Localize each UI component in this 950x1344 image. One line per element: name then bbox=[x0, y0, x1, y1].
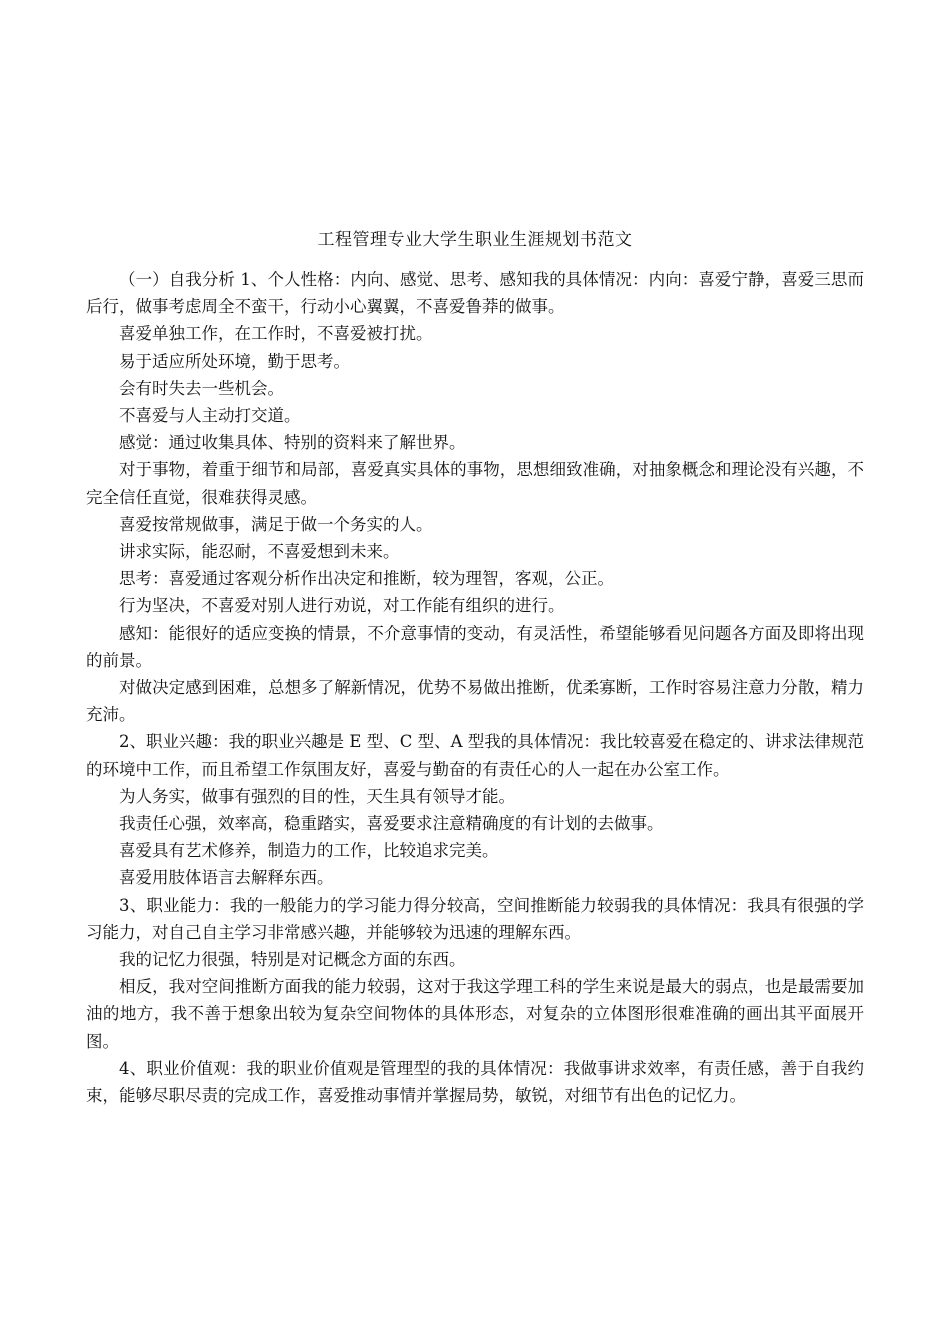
paragraph: 相反，我对空间推断方面我的能力较弱，这对于我这学理工科的学生来说是最大的弱点，也是最需要加油的地方，我不善于想象出较为复杂空间物体的具体形态，对复杂的立体图形很难准确的画出其平面展开图。 bbox=[86, 977, 864, 1051]
paragraph: 行为坚决，不喜爱对别人进行劝说，对工作能有组织的进行。 bbox=[119, 596, 565, 616]
paragraph: 不喜爱与人主动打交道。 bbox=[119, 406, 301, 426]
paragraph: 为人务实，做事有强烈的目的性，天生具有领导才能。 bbox=[119, 786, 515, 806]
document-title: 工程管理专业大学生职业生涯规划书范文 bbox=[317, 230, 633, 250]
paragraph: 对做决定感到困难，总想多了解新情况，优势不易做出推断，优柔寡断，工作时容易注意力分散，精力充沛。 bbox=[86, 678, 864, 725]
paragraph: 思考：喜爱通过客观分析作出决定和推断，较为理智，客观，公正。 bbox=[119, 569, 614, 589]
document-body bbox=[86, 266, 864, 1109]
paragraph: 我的记忆力很强，特别是对记概念方面的东西。 bbox=[119, 950, 466, 970]
paragraph: 我责任心强，效率高，稳重踏实，喜爱要求注意精确度的有计划的去做事。 bbox=[119, 814, 664, 834]
paragraph: 感知：能很好的适应变换的情景，不介意事情的变动，有灵活性，希望能够看见问题各方面及即将出现的前景。 bbox=[86, 623, 864, 670]
paragraph: （一）自我分析 1、个人性格：内向、感觉、思考、感知我的具体情况：内向：喜爱宁静，喜爱三思而后行，做事考虑周全不蛮干，行动小心翼翼，不喜爱鲁莽的做事。 bbox=[86, 270, 864, 317]
paragraph: 感觉：通过收集具体、特别的资料来了解世界。 bbox=[119, 433, 466, 453]
paragraph: 4、职业价值观：我的职业价值观是管理型的我的具体情况：我做事讲求效率，有责任感，善于自我约束，能够尽职尽责的完成工作，喜爱推动事情并掌握局势，敏锐，对细节有出色的记忆力。 bbox=[86, 1058, 864, 1106]
paragraph: 喜爱单独工作，在工作时，不喜爱被打扰。 bbox=[119, 324, 433, 344]
paragraph: 易于适应所处环境，勤于思考。 bbox=[119, 351, 350, 371]
paragraph: 讲求实际，能忍耐，不喜爱想到未来。 bbox=[119, 542, 400, 562]
paragraph: 会有时失去一些机会。 bbox=[119, 378, 284, 398]
paragraph: 对于事物，着重于细节和局部，喜爱真实具体的事物，思想细致准确，对抽象概念和理论没有兴趣，不完全信任直觉，很难获得灵感。 bbox=[86, 460, 864, 507]
paragraph: 喜爱具有艺术修养，制造力的工作，比较追求完美。 bbox=[119, 841, 499, 861]
paragraph: 2、职业兴趣：我的职业兴趣是 E 型、C 型、A 型我的具体情况：我比较喜爱在稳定的、讲求法律规范的环境中工作，而且希望工作氛围友好，喜爱与勤奋的有责任心的人一起在办公室工作。 bbox=[86, 732, 864, 779]
paragraph: 喜爱用肢体语言去解释东西。 bbox=[119, 868, 334, 888]
paragraph: 喜爱按常规做事，满足于做一个务实的人。 bbox=[119, 514, 433, 534]
paragraph: 3、职业能力：我的一般能力的学习能力得分较高，空间推断能力较弱我的具体情况：我具有很强的学习能力，对自己自主学习非常感兴趣，并能够较为迅速的理解东西。 bbox=[86, 895, 864, 942]
